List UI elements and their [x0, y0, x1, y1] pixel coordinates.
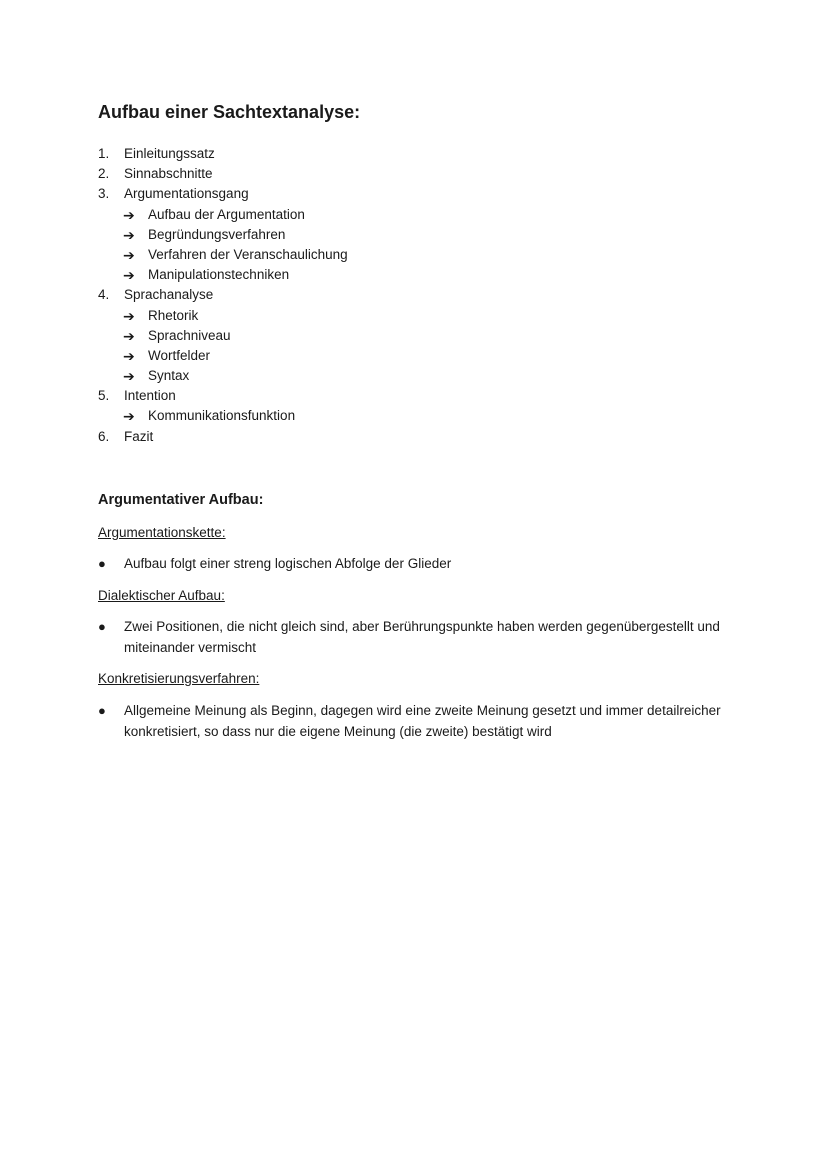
arrow-right-icon: ➔ [123, 246, 135, 263]
subheading-argumentationskette: Argumentationskette: [98, 525, 226, 540]
outline-item [98, 144, 738, 164]
outline-text: Syntax [148, 368, 190, 384]
outline-item [98, 184, 738, 204]
outline-subitem [98, 326, 738, 346]
subheading-konkretisierungsverfahren: Konkretisierungsverfahren: [98, 671, 260, 686]
outline-text: Rhetorik [148, 307, 199, 323]
subheading-dialektischer-aufbau: Dialektischer Aufbau: [98, 588, 225, 603]
outline-text: Wortfelder [148, 347, 211, 363]
outline-item-number: 6. [98, 428, 110, 444]
outline-subitem [98, 406, 738, 426]
outline-text: Aufbau der Argumentation [148, 206, 305, 222]
outline-text: Manipulationstechniken [148, 267, 290, 283]
outline-text: Begründungsverfahren [148, 226, 286, 242]
outline-item-number: 1. [98, 146, 110, 161]
outline-item-number: 4. [98, 287, 110, 303]
bullet-text: Allgemeine Meinung als Beginn, dagegen wird eine zweite Meinung gesetzt und immer detailreicher konkretisiert, so dass nur die eigene Meinung (die zweite) bestätigt wird [124, 703, 721, 739]
outline-subitem [98, 306, 738, 326]
outline-text: Kommunikationsfunktion [148, 408, 296, 424]
outline-subitem [98, 205, 738, 225]
outline-text: Sprachniveau [148, 327, 231, 343]
section-heading-argumentativer-aufbau: Argumentativer Aufbau: [98, 492, 264, 508]
outline-item-number: 3. [98, 186, 110, 202]
arrow-right-icon: ➔ [123, 206, 135, 223]
arrow-right-icon: ➔ [123, 307, 135, 324]
outline-text: Sprachanalyse [124, 287, 214, 303]
outline-item-number: 5. [98, 388, 110, 404]
outline-subitem [98, 265, 738, 285]
arrow-right-icon: ➔ [123, 408, 135, 425]
arrow-right-icon: ➔ [123, 347, 135, 364]
outline-text: Verfahren der Veranschaulichung [148, 246, 348, 262]
bullet-text: Aufbau folgt einer streng logischen Abfolge der Glieder [124, 556, 452, 571]
arrow-right-icon: ➔ [123, 267, 135, 284]
arrow-right-icon: ➔ [123, 368, 135, 385]
outline-item [98, 386, 738, 406]
outline-text: Einleitungssatz [124, 146, 215, 161]
outline-subitem [98, 225, 738, 245]
arrow-right-icon: ➔ [123, 327, 135, 344]
outline-item-number: 2. [98, 166, 110, 182]
bullet-icon: ● [98, 619, 106, 634]
bullet-icon: ● [98, 556, 106, 571]
arrow-right-icon: ➔ [123, 226, 135, 243]
outline-text: Sinnabschnitte [124, 166, 213, 182]
analysis-outline [98, 144, 738, 447]
bullet-icon: ● [98, 703, 106, 718]
outline-subitem [98, 366, 738, 386]
outline-item [98, 427, 738, 447]
outline-text: Argumentationsgang [124, 186, 249, 202]
outline-subitem [98, 346, 738, 366]
outline-text: Fazit [124, 428, 154, 444]
page-title: Aufbau einer Sachtextanalyse: [98, 102, 361, 122]
bullet-text: Zwei Positionen, die nicht gleich sind, aber Berührungspunkte haben werden gegenübergestellt und miteinander vermischt [124, 619, 720, 655]
outline-item [98, 164, 738, 184]
outline-text: Intention [124, 388, 176, 404]
outline-subitem [98, 245, 738, 265]
outline-item [98, 285, 738, 305]
